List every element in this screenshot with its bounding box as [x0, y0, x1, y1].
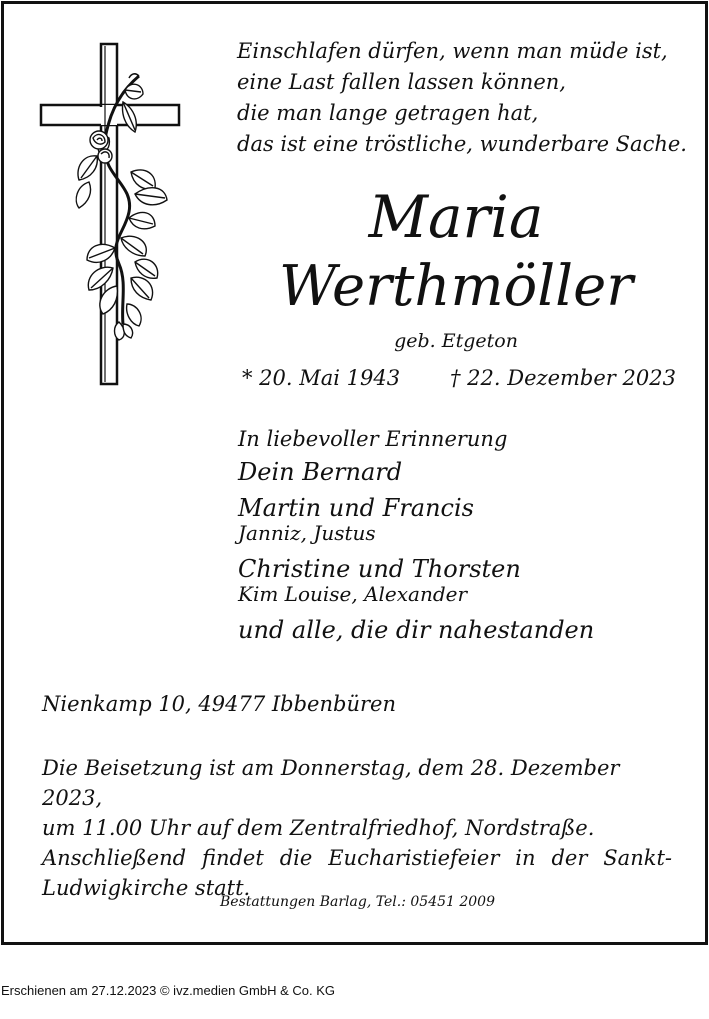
poem-line: eine Last fallen lassen können, [237, 70, 566, 94]
cross-with-rose-icon [39, 42, 184, 388]
mourner-others: und alle, die dir nahestanden [238, 616, 595, 644]
funeral-line: Ludwigkirche statt. [42, 876, 251, 900]
poem-line: das ist eine tröstliche, wunderbare Sache. [237, 132, 687, 156]
address: Nienkamp 10, 49477 Ibbenbüren [42, 692, 396, 716]
birth-date: * 20. Mai 1943 [242, 366, 401, 390]
birth-name: geb. Etgeton [394, 330, 518, 352]
obituary-notice [1, 1, 708, 945]
given-name: Maria [368, 183, 544, 251]
mourner-family: Martin und Francis [238, 494, 474, 522]
mourner-children: Janniz, Justus [238, 521, 376, 545]
funeral-info [42, 753, 672, 903]
mourners-list [238, 424, 594, 648]
undertaker-contact: Bestattungen Barlag, Tel.: 05451 2009 [220, 894, 495, 910]
publication-footer: Erschienen am 27.12.2023 © ivz.medien GmbH & Co. KG [1, 983, 336, 998]
poem [237, 36, 687, 160]
funeral-line: Die Beisetzung ist am Donnerstag, dem 28. Dezember 2023, [42, 756, 620, 810]
mourner-family: Christine und Thorsten [238, 555, 521, 583]
mourner-children: Kim Louise, Alexander [238, 582, 468, 606]
mourner-spouse: Dein Bernard [238, 458, 403, 486]
poem-line: die man lange getragen hat, [237, 101, 539, 125]
mourners-intro: In liebevoller Erinnerung [238, 427, 508, 451]
death-date: † 22. Dezember 2023 [450, 366, 676, 390]
poem-line: Einschlafen dürfen, wenn man müde ist, [237, 39, 668, 63]
funeral-line: um 11.00 Uhr auf dem Zentralfriedhof, Nordstraße. [42, 816, 595, 840]
funeral-line: Anschließend findet die Eucharistiefeier in der Sankt- [42, 846, 672, 870]
family-name: Werthmöller [278, 254, 634, 319]
